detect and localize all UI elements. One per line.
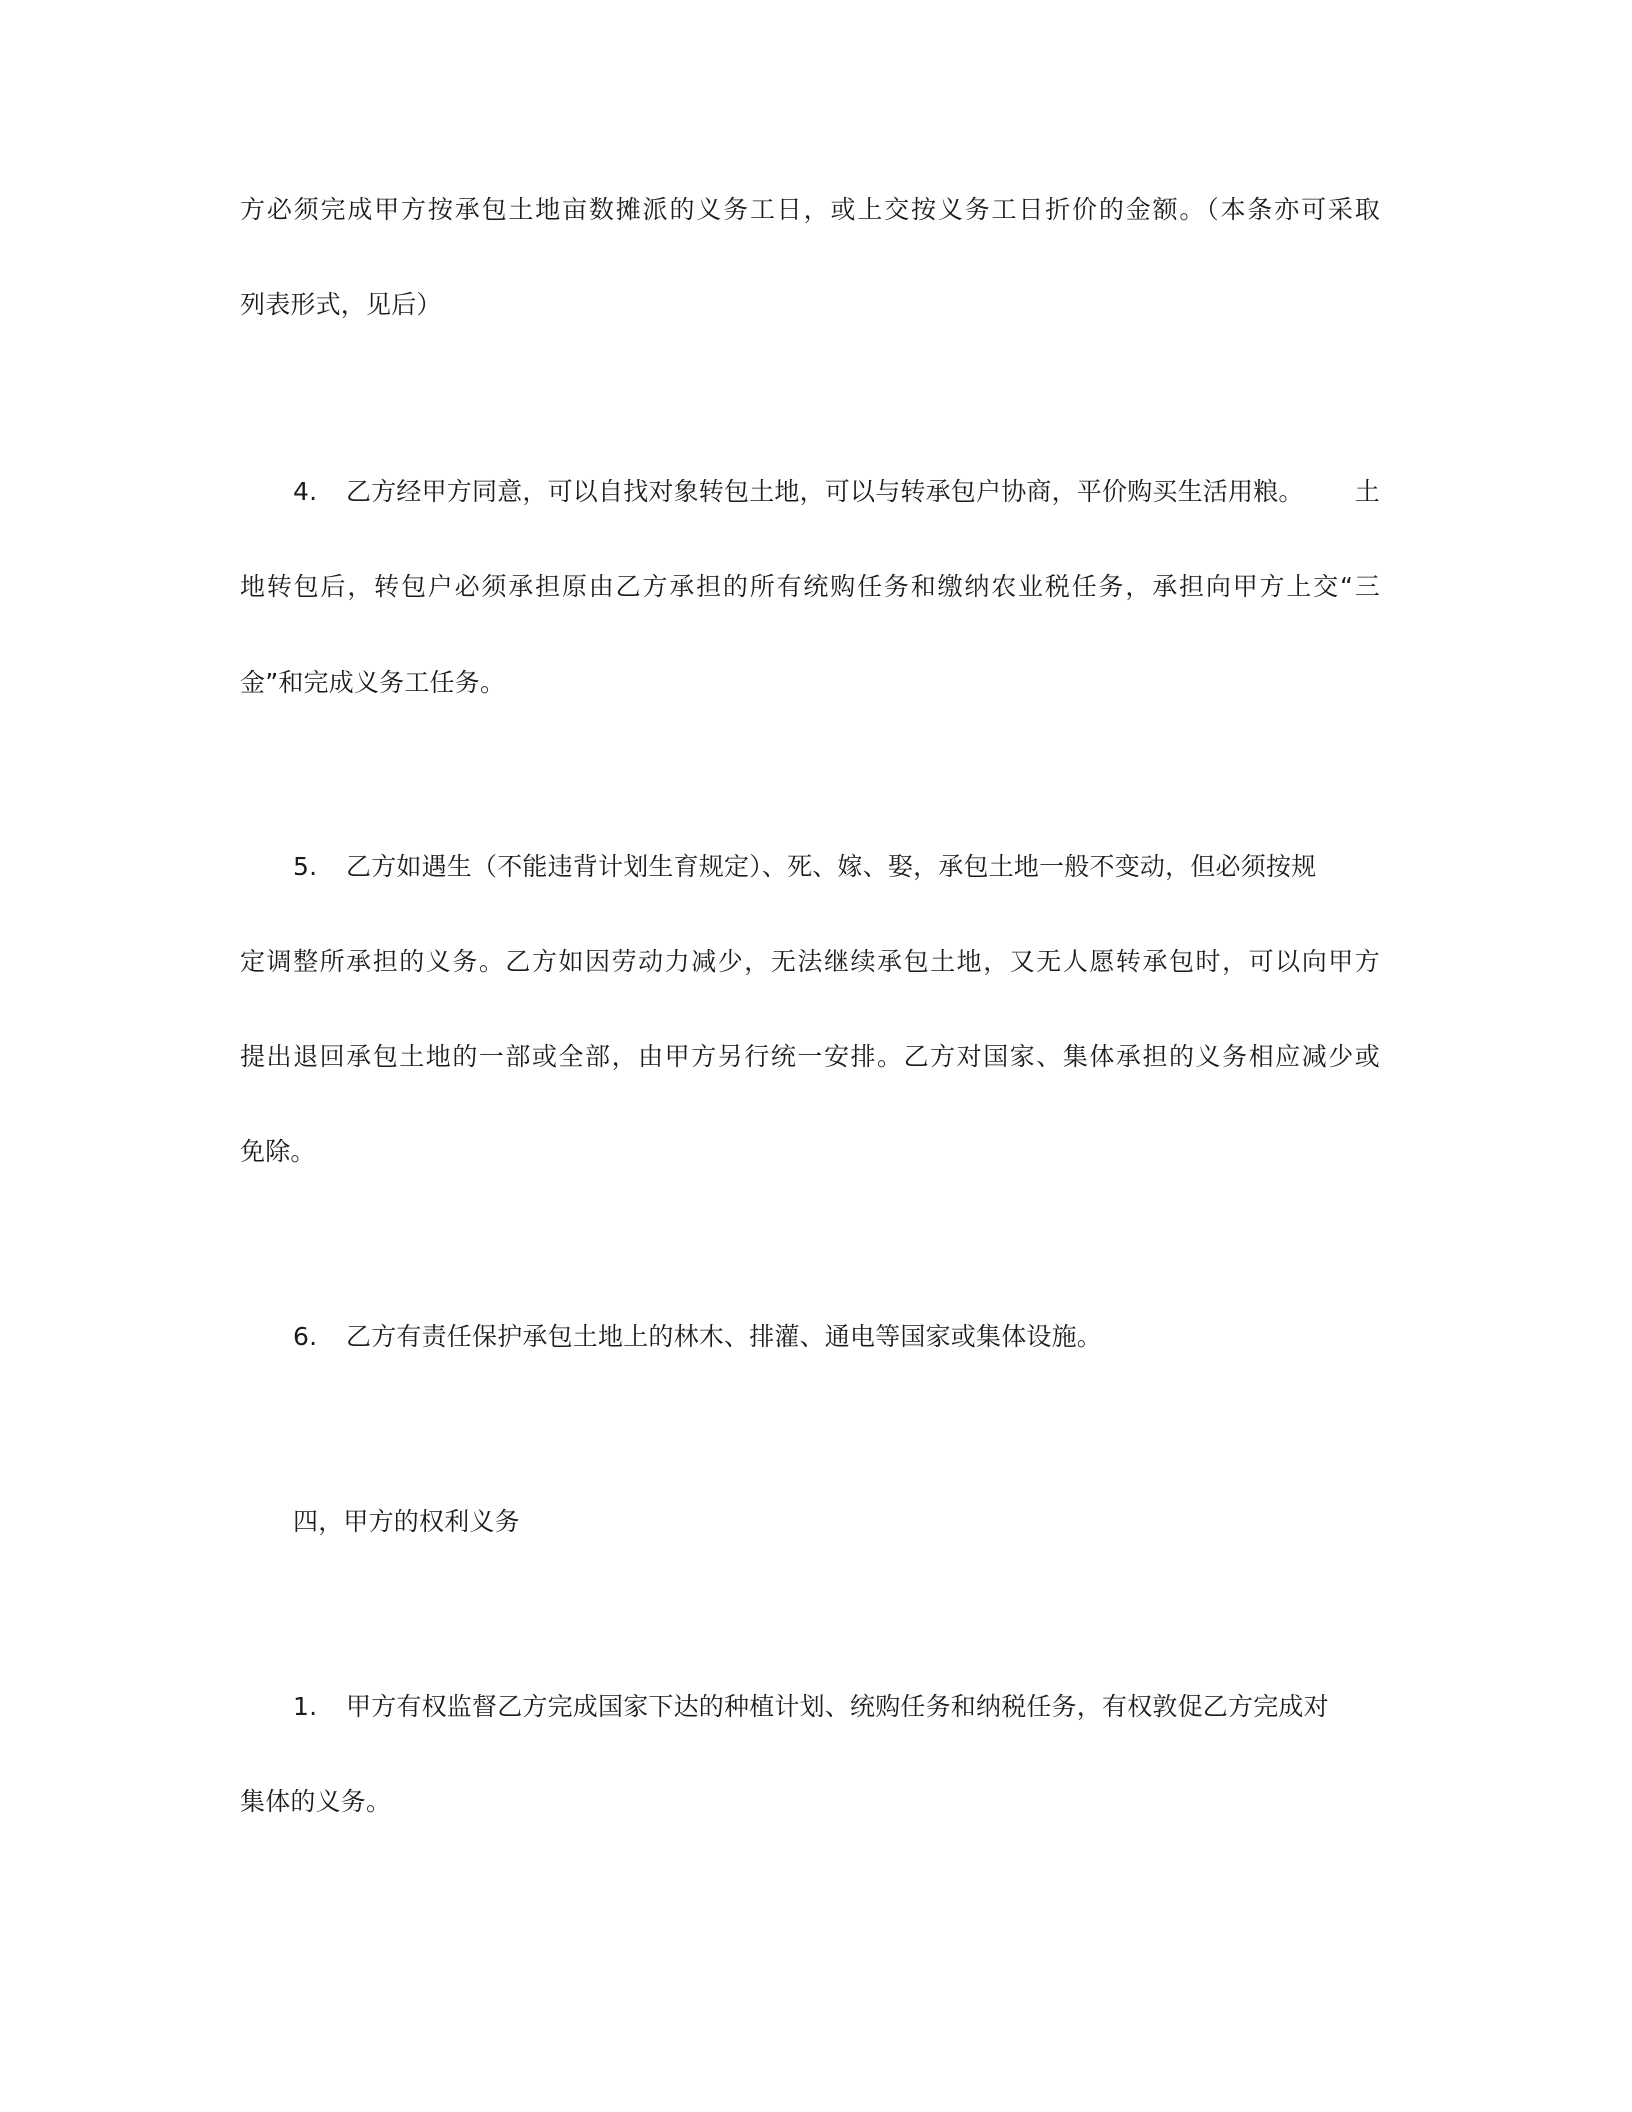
list-item-5	[293, 850, 1380, 884]
list-item-text: 乙方有责任保护承包土地上的林木、排灌、通电等国家或集体设施。	[346, 1322, 1103, 1351]
list-item-1	[293, 1690, 1380, 1724]
list-item-6	[293, 1320, 1380, 1354]
paragraph-line: 定调整所承担的义务。乙方如因劳动力减少，无法继续承包土地，又无人愿转承包时，可以向甲方	[240, 947, 1380, 976]
paragraph-line: 地转包后，转包户必须承担原由乙方承担的所有统购任务和缴纳农业税任务，承担向甲方上交“三	[240, 572, 1380, 601]
list-item-text: 乙方如遇生（不能违背计划生育规定）、死、嫁、娶，承包土地一般不变动，但必须按规	[346, 852, 1317, 881]
paragraph-line: 列表形式，见后）	[240, 290, 442, 319]
paragraph-line: 金”和完成义务工任务。	[240, 668, 506, 697]
paragraph-line: 集体的义务。	[240, 1787, 392, 1816]
list-number: 5.	[293, 852, 318, 881]
list-item-text: 乙方经甲方同意，可以自找对象转包土地，可以与转承包户协商，平价购买生活用粮。	[346, 477, 1304, 506]
paragraph-line: 免除。	[240, 1137, 316, 1166]
list-item-4	[293, 475, 1380, 509]
section-heading: 四，甲方的权利义务	[293, 1507, 520, 1536]
list-number: 6.	[293, 1322, 318, 1351]
list-number: 4.	[293, 477, 318, 506]
paragraph-line: 提出退回承包土地的一部或全部，由甲方另行统一安排。乙方对国家、集体承担的义务相应减少或	[240, 1042, 1380, 1071]
paragraph-line: 方必须完成甲方按承包土地亩数摊派的义务工日，或上交按义务工日折价的金额。（本条亦可采取	[240, 195, 1380, 224]
paragraph-line-end: 土	[1354, 477, 1380, 506]
list-item-text: 甲方有权监督乙方完成国家下达的种植计划、统购任务和纳税任务，有权敦促乙方完成对	[346, 1692, 1329, 1721]
list-number: 1.	[293, 1692, 318, 1721]
